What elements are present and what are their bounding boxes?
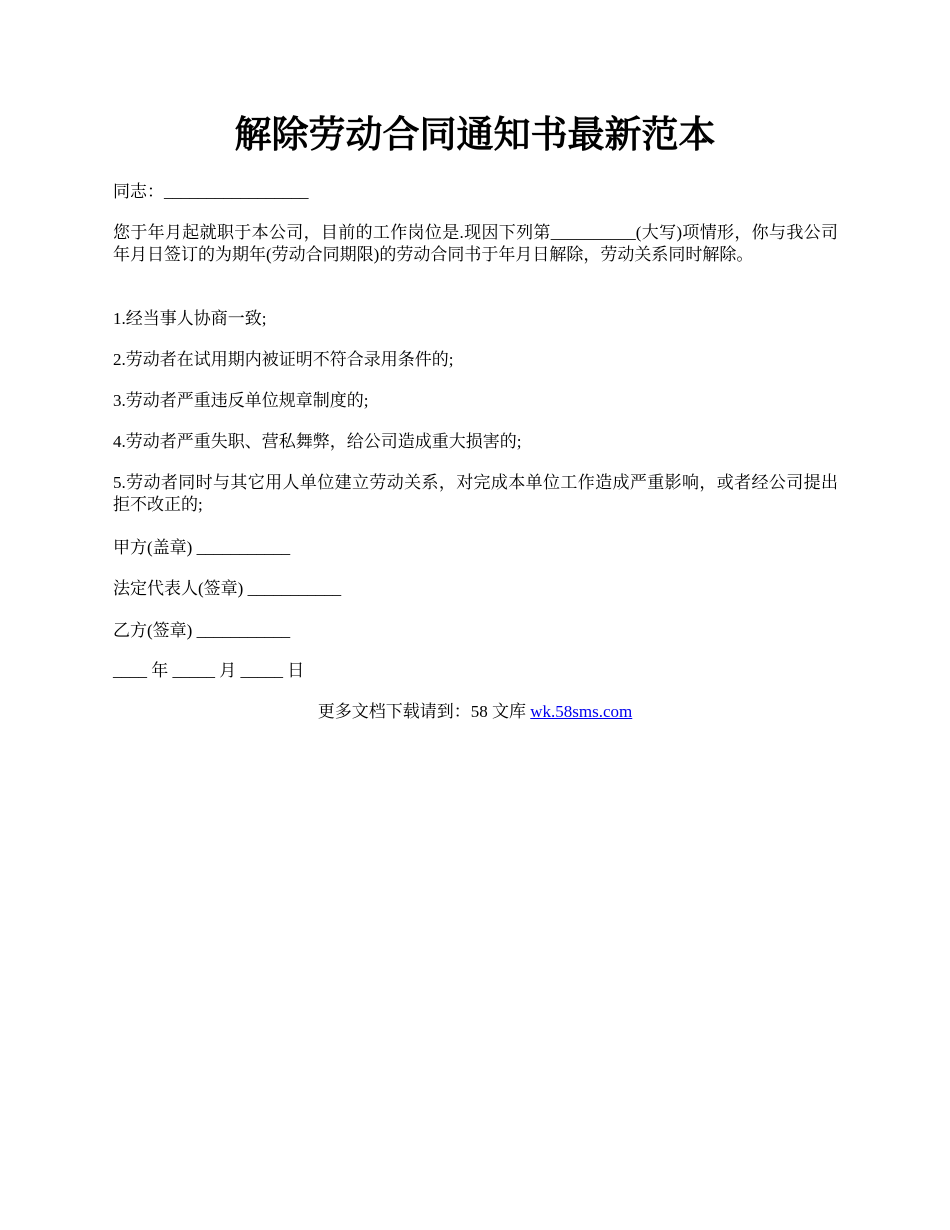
- list-item: 4.劳动者严重失职、营私舞弊，给公司造成重大损害的;: [113, 432, 522, 451]
- party-b-signature: 乙方(签章) ___________: [113, 621, 291, 640]
- legal-rep-signature: 法定代表人(签章) ___________: [113, 579, 342, 598]
- document-title: 解除劳动合同通知书最新范本: [234, 115, 716, 156]
- list-item: 5.劳动者同时与其它用人单位建立劳动关系，对完成本单位工作造成严重影响，或者经公司提出拒不改正的;: [113, 473, 838, 514]
- footer-link[interactable]: wk.58sms.com: [530, 702, 633, 721]
- party-a-signature: 甲方(盖章) ___________: [113, 538, 291, 557]
- list-item: 3.劳动者严重违反单位规章制度的;: [113, 391, 369, 410]
- date-line: ____ 年 _____ 月 _____ 日: [113, 661, 305, 680]
- greeting-line: 同志：_________________: [113, 182, 309, 201]
- footer-note: [0, 701, 950, 723]
- footer-text: 更多文档下载请到：58 文库: [317, 702, 531, 721]
- list-item: 1.经当事人协商一致;: [113, 309, 267, 328]
- list-item: 2.劳动者在试用期内被证明不符合录用条件的;: [113, 350, 454, 369]
- intro-paragraph: 您于年月起就职于本公司，目前的工作岗位是.现因下列第__________(大写)项情形，你与我公司年月日签订的为期年(劳动合同期限)的劳动合同书于年月日解除，劳动关系同时解除。: [113, 223, 838, 264]
